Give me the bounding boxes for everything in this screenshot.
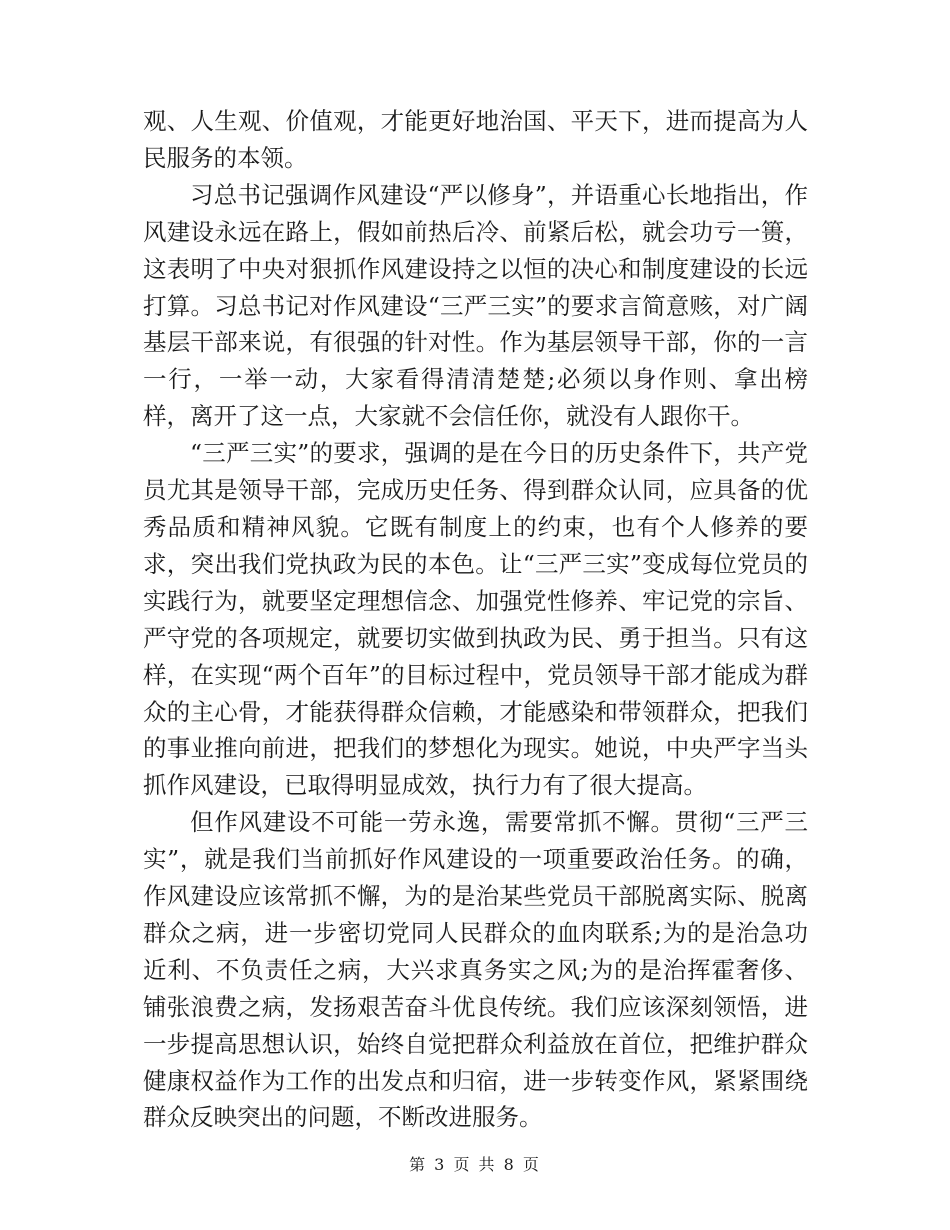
paragraph-continuation: 观、人生观、价值观，才能更好地治国、平天下，进而提高为人民服务的本领。 [143, 107, 808, 172]
document-body [143, 103, 808, 1136]
paragraph: “三严三实”的要求，强调的是在今日的历史条件下，共产党员尤其是领导干部，完成历史任务、得到群众认同，应具备的优秀品质和精神风貌。它既有制度上的约束，也有个人修养的要求，突出我们党执政为民的本色。让“三严三实”变成每位党员的实践行为，就要坚定理想信念、加强党性修养、牢记党的宗旨、严守党的各项规定，就要切实做到执政为民、勇于担当。只有这样，在实现“两个百年”的目标过程中，党员领导干部才能成为群众的主心骨，才能获得群众信赖，才能感染和带领群众，把我们的事业推向前进，把我们的梦想化为现实。她说，中央严字当头抓作风建设，已取得明显成效，执行力有了很大提高。 [143, 439, 808, 800]
page-number-footer: 第 3 页 共 8 页 [409, 1155, 541, 1174]
paragraph: 习总书记强调作风建设“严以修身”，并语重心长地指出，作风建设永远在路上，假如前热后冷、前紧后松，就会功亏一篑，这表明了中央对狠抓作风建设持之以恒的决心和制度建设的长远打算。习总书记对作风建设“三严三实”的要求言简意赅，对广阔基层干部来说，有很强的针对性。作为基层领导干部，你的一言一行，一举一动，大家看得清清楚楚;必须以身作则、拿出榜样，离开了这一点，大家就不会信任你，就没有人跟你干。 [143, 180, 808, 431]
paragraph: 但作风建设不可能一劳永逸，需要常抓不懈。贯彻“三严三实”，就是我们当前抓好作风建设的一项重要政治任务。的确，作风建设应该常抓不懈，为的是治某些党员干部脱离实际、脱离群众之病，进一步密切党同人民群众的血肉联系;为的是治急功近利、不负责任之病，大兴求真务实之风;为的是治挥霍奢侈、铺张浪费之病，发扬艰苦奋斗优良传统。我们应该深刻领悟，进一步提高思想认识，始终自觉把群众利益放在首位，把维护群众健康权益作为工作的出发点和归宿，进一步转变作风，紧紧围绕群众反映突出的问题，不断改进服务。 [143, 808, 808, 1132]
